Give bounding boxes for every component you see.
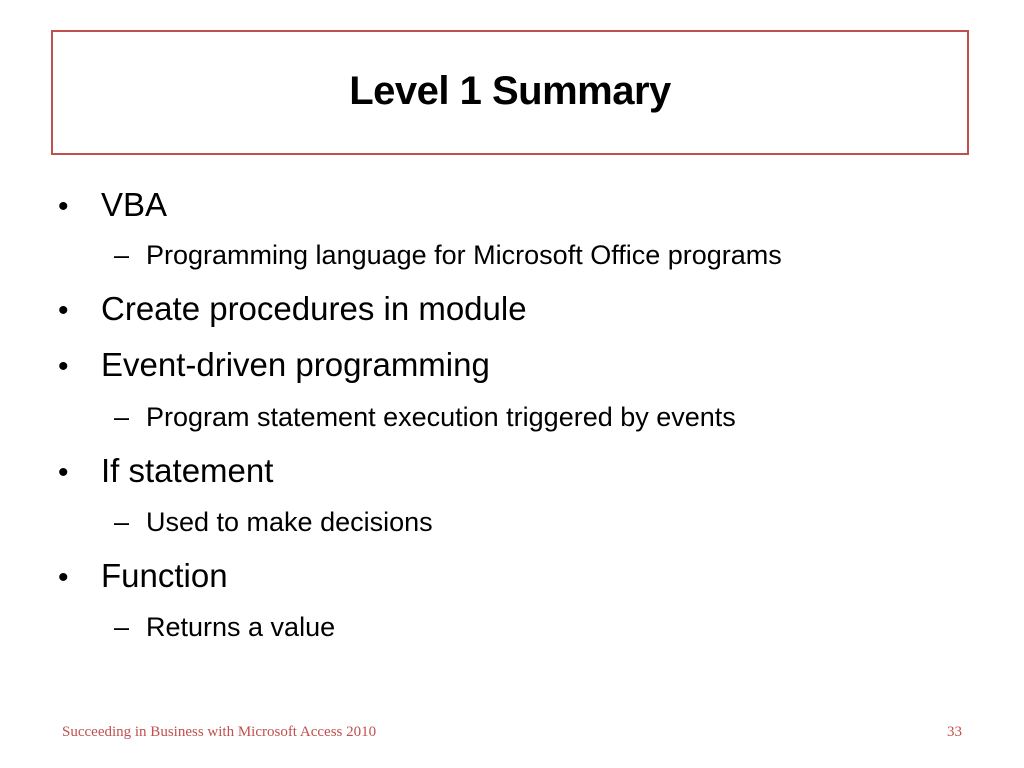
bullet-icon: • — [58, 456, 69, 489]
bullet-text: Function — [101, 557, 228, 594]
sub-bullet-text: Returns a value — [146, 612, 336, 642]
dash-icon: – — [114, 402, 130, 432]
bullet-item — [58, 452, 273, 490]
bullet-icon: • — [58, 350, 69, 383]
bullet-icon: • — [58, 190, 69, 223]
page-number: 33 — [947, 724, 962, 740]
dash-icon: – — [114, 507, 130, 537]
sub-bullet-text: Program statement execution triggered by events — [146, 402, 736, 432]
sub-bullet-text: Programming language for Microsoft Office programs — [146, 240, 782, 270]
bullet-item — [58, 557, 228, 595]
bullet-icon: • — [58, 294, 69, 327]
bullet-text: Event-driven programming — [101, 346, 490, 383]
bullet-text: If statement — [101, 452, 274, 489]
sub-bullet-item — [114, 507, 433, 538]
bullet-item — [58, 186, 167, 224]
bullet-text: VBA — [101, 186, 168, 223]
bullet-item — [58, 290, 527, 328]
sub-bullet-item — [114, 612, 335, 643]
bullet-item — [58, 346, 490, 384]
footer-text: Succeeding in Business with Microsoft Access 2010 — [62, 724, 377, 740]
bullet-icon: • — [58, 561, 69, 594]
dash-icon: – — [114, 240, 130, 270]
bullet-text: Create procedures in module — [101, 290, 527, 327]
sub-bullet-item — [114, 240, 782, 271]
sub-bullet-text: Used to make decisions — [146, 507, 433, 537]
dash-icon: – — [114, 612, 130, 642]
slide-title: Level 1 Summary — [349, 69, 671, 113]
sub-bullet-item — [114, 402, 736, 433]
